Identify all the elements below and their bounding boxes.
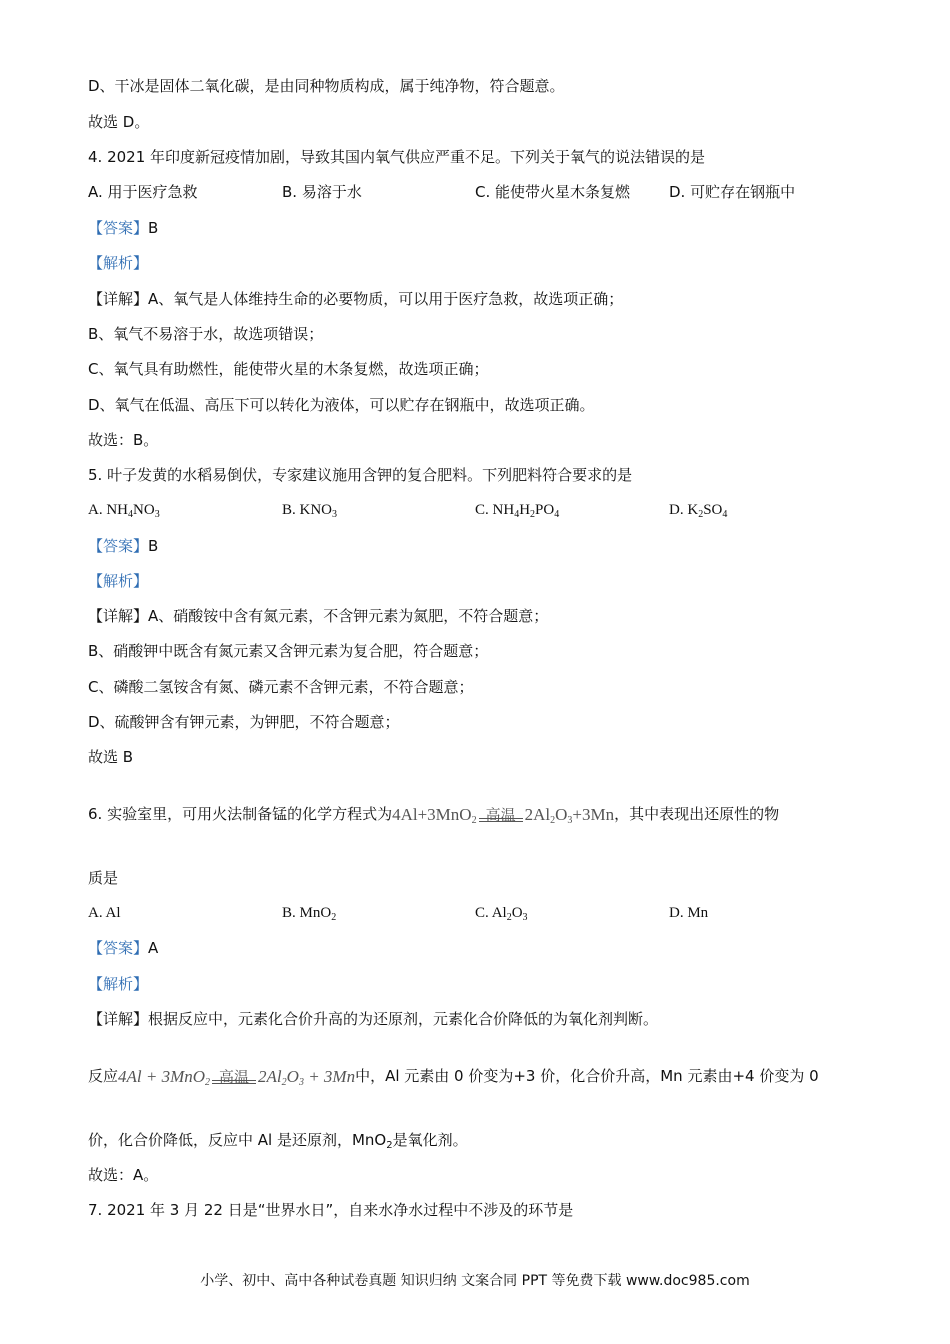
question-7: 7. 2021 年 3 月 22 日是“世界水日”，自来水净水过程中不涉及的环节是 <box>88 1201 574 1219</box>
option-letter: B. <box>282 502 300 518</box>
formula-text: PO <box>535 502 555 518</box>
q6-reaction-cont <box>88 1130 468 1150</box>
option-letter: B. <box>282 905 300 921</box>
formula-text: MnO <box>299 905 332 921</box>
question-5: 5. 叶子发黄的水稻易倒伏，专家建议施用含钾的复合肥料。下列肥料符合要求的是 <box>88 466 633 484</box>
formula-text: Mn <box>687 905 709 921</box>
formula-text: NH <box>492 502 515 518</box>
q5-detail-c: C、磷酸二氢铵含有氮、磷元素不含钾元素，不符合题意； <box>88 678 474 696</box>
detail-tag: 【详解】 <box>88 1010 149 1028</box>
q5-option-d <box>669 500 727 520</box>
formula-text: KNO <box>299 502 333 518</box>
page-footer: 小学、初中、高中各种试卷真题 知识归纳 文案合同 PPT 等免费下载 www.doc985.com <box>200 1273 750 1289</box>
chemical-equation-2 <box>118 1057 355 1097</box>
eq2-right: 2Al <box>258 1066 282 1086</box>
q4-conclusion: 故选：B。 <box>88 431 159 449</box>
formula-subscript: 2 <box>331 912 337 923</box>
formula-text: O <box>511 905 523 921</box>
eq-condition-text: 高温 <box>485 805 516 824</box>
option-letter: D. <box>669 502 688 518</box>
reaction-cont-end: 是氧化剂。 <box>392 1131 468 1149</box>
q6-option-c <box>475 903 528 923</box>
q6-option-a <box>88 903 121 923</box>
formula-text: K <box>687 502 699 518</box>
reaction-suffix: 中，Al 元素由 0 价变为+3 价，化合价升高，Mn 元素由+4 价变为 0 <box>355 1067 819 1085</box>
formula-text: Al <box>105 905 121 921</box>
q5-option-b <box>282 500 337 520</box>
q5-detail-b: B、硝酸钾中既含有氮元素又含钾元素为复合肥，符合题意； <box>88 642 489 660</box>
q5-analysis-tag: 【解析】 <box>88 572 149 590</box>
eq2-left-sub: 2 <box>205 1076 211 1088</box>
formula-subscript: 4 <box>554 509 560 520</box>
formula-text: Al <box>491 905 507 921</box>
answer-value: B <box>148 219 159 237</box>
formula-text: H <box>519 502 531 518</box>
q6-option-b <box>282 903 336 923</box>
q6-conclusion: 故选：A。 <box>88 1166 159 1184</box>
formula-subscript: 2 <box>698 509 704 520</box>
eq2-condition <box>212 1063 256 1093</box>
eq2-right-sub2: 3 <box>298 1076 304 1088</box>
detail-text: A、硝酸铵中含有氮元素，不含钾元素为氮肥，不符合题意； <box>148 607 549 625</box>
detail-text: A、氧气是人体维持生命的必要物质，可以用于医疗急救，故选项正确； <box>148 290 624 308</box>
eq-left: 4Al+3MnO <box>392 804 472 824</box>
chemical-equation <box>392 795 614 835</box>
eq-right-sub2: 3 <box>567 814 573 826</box>
q6-text-post: ，其中表现出还原性的物 <box>614 805 780 823</box>
q5-detail-a <box>88 606 548 626</box>
question-6-cont: 质是 <box>88 869 119 887</box>
q4-answer <box>88 218 158 238</box>
reaction-cont-sub: 2 <box>386 1140 393 1151</box>
q6-option-d <box>669 903 708 923</box>
formula-subscript: 3 <box>522 912 528 923</box>
eq-left-sub: 2 <box>471 814 477 826</box>
formula-subscript: 4 <box>514 509 520 520</box>
reaction-prefix: 反应 <box>88 1067 119 1085</box>
detail-tag: 【详解】 <box>88 290 149 308</box>
detail-text: 根据反应中，元素化合价升高的为还原剂，元素化合价降低的为氧化剂判断。 <box>148 1010 659 1028</box>
formula-text: NO <box>133 502 155 518</box>
option-letter: D. <box>669 905 688 921</box>
q4-detail-c: C、氧气具有助燃性，能使带火星的木条复燃，故选项正确； <box>88 360 489 378</box>
eq2-right-mn: + 3Mn <box>303 1066 356 1086</box>
q6-answer <box>88 938 158 958</box>
q4-detail-a <box>88 289 623 309</box>
q5-conclusion: 故选 B <box>88 748 134 766</box>
question-6-options <box>88 903 888 923</box>
q5-option-c <box>475 500 559 520</box>
formula-text: SO <box>703 502 723 518</box>
question-6 <box>88 794 779 834</box>
q4-analysis-tag: 【解析】 <box>88 254 149 272</box>
q4-detail-b: B、氧气不易溶于水，故选项错误； <box>88 325 324 343</box>
eq-right-mn: +3Mn <box>572 804 615 824</box>
option-letter: A. <box>88 502 107 518</box>
q4-option-b: B. 易溶于水 <box>282 183 362 201</box>
eq-condition <box>479 801 523 831</box>
q4-option-c: C. 能使带火星木条复燃 <box>475 183 631 201</box>
formula-subscript: 4 <box>128 509 134 520</box>
q6-detail <box>88 1009 658 1029</box>
choice-conclusion: 故选 D。 <box>88 113 150 131</box>
answer-value: A <box>148 939 159 957</box>
formula-subscript: 4 <box>722 509 728 520</box>
detail-tag: 【详解】 <box>88 607 149 625</box>
answer-tag: 【答案】 <box>88 939 149 957</box>
q6-text-pre: 6. 实验室里，可用火法制备锰的化学方程式为 <box>88 805 393 823</box>
formula-subscript: 2 <box>530 509 536 520</box>
option-letter: A. <box>88 905 106 921</box>
answer-tag: 【答案】 <box>88 537 149 555</box>
q4-option-a: A. 用于医疗急救 <box>88 183 198 201</box>
reaction-cont-text: 价，化合价降低，反应中 Al 是还原剂，MnO <box>88 1131 387 1149</box>
eq-right-o: O <box>555 804 568 824</box>
q4-option-d: D. 可贮存在钢瓶中 <box>669 183 796 201</box>
q6-reaction-line <box>88 1056 819 1096</box>
eq2-condition-text: 高温 <box>219 1067 250 1086</box>
formula-subscript: 3 <box>154 509 160 520</box>
formula-text: NH <box>106 502 129 518</box>
question-4-options <box>88 182 888 202</box>
answer-value: B <box>148 537 159 555</box>
formula-subscript: 3 <box>332 509 338 520</box>
question-4: 4. 2021 年印度新冠疫情加剧，导致其国内氧气供应严重不足。下列关于氧气的说法错误的是 <box>88 148 706 166</box>
paragraph-d-dry-ice: D、干冰是固体二氧化碳，是由同种物质构成，属于纯净物，符合题意。 <box>88 77 565 95</box>
eq2-right-sub1: 2 <box>281 1076 287 1088</box>
eq2-left: 4Al + 3MnO <box>118 1066 206 1086</box>
q6-analysis-tag: 【解析】 <box>88 975 149 993</box>
eq-right: 2Al <box>524 804 551 824</box>
q5-option-a <box>88 500 160 520</box>
answer-tag: 【答案】 <box>88 219 149 237</box>
q5-detail-d: D、硫酸钾含有钾元素，为钾肥，不符合题意； <box>88 713 400 731</box>
formula-subscript: 2 <box>506 912 512 923</box>
q5-answer <box>88 536 158 556</box>
eq-right-sub1: 2 <box>550 814 556 826</box>
q4-detail-d: D、氧气在低温、高压下可以转化为液体，可以贮存在钢瓶中，故选项正确。 <box>88 396 595 414</box>
option-letter: C. <box>475 905 492 921</box>
eq2-right-o: O <box>286 1066 299 1086</box>
question-5-options <box>88 500 888 520</box>
option-letter: C. <box>475 502 493 518</box>
